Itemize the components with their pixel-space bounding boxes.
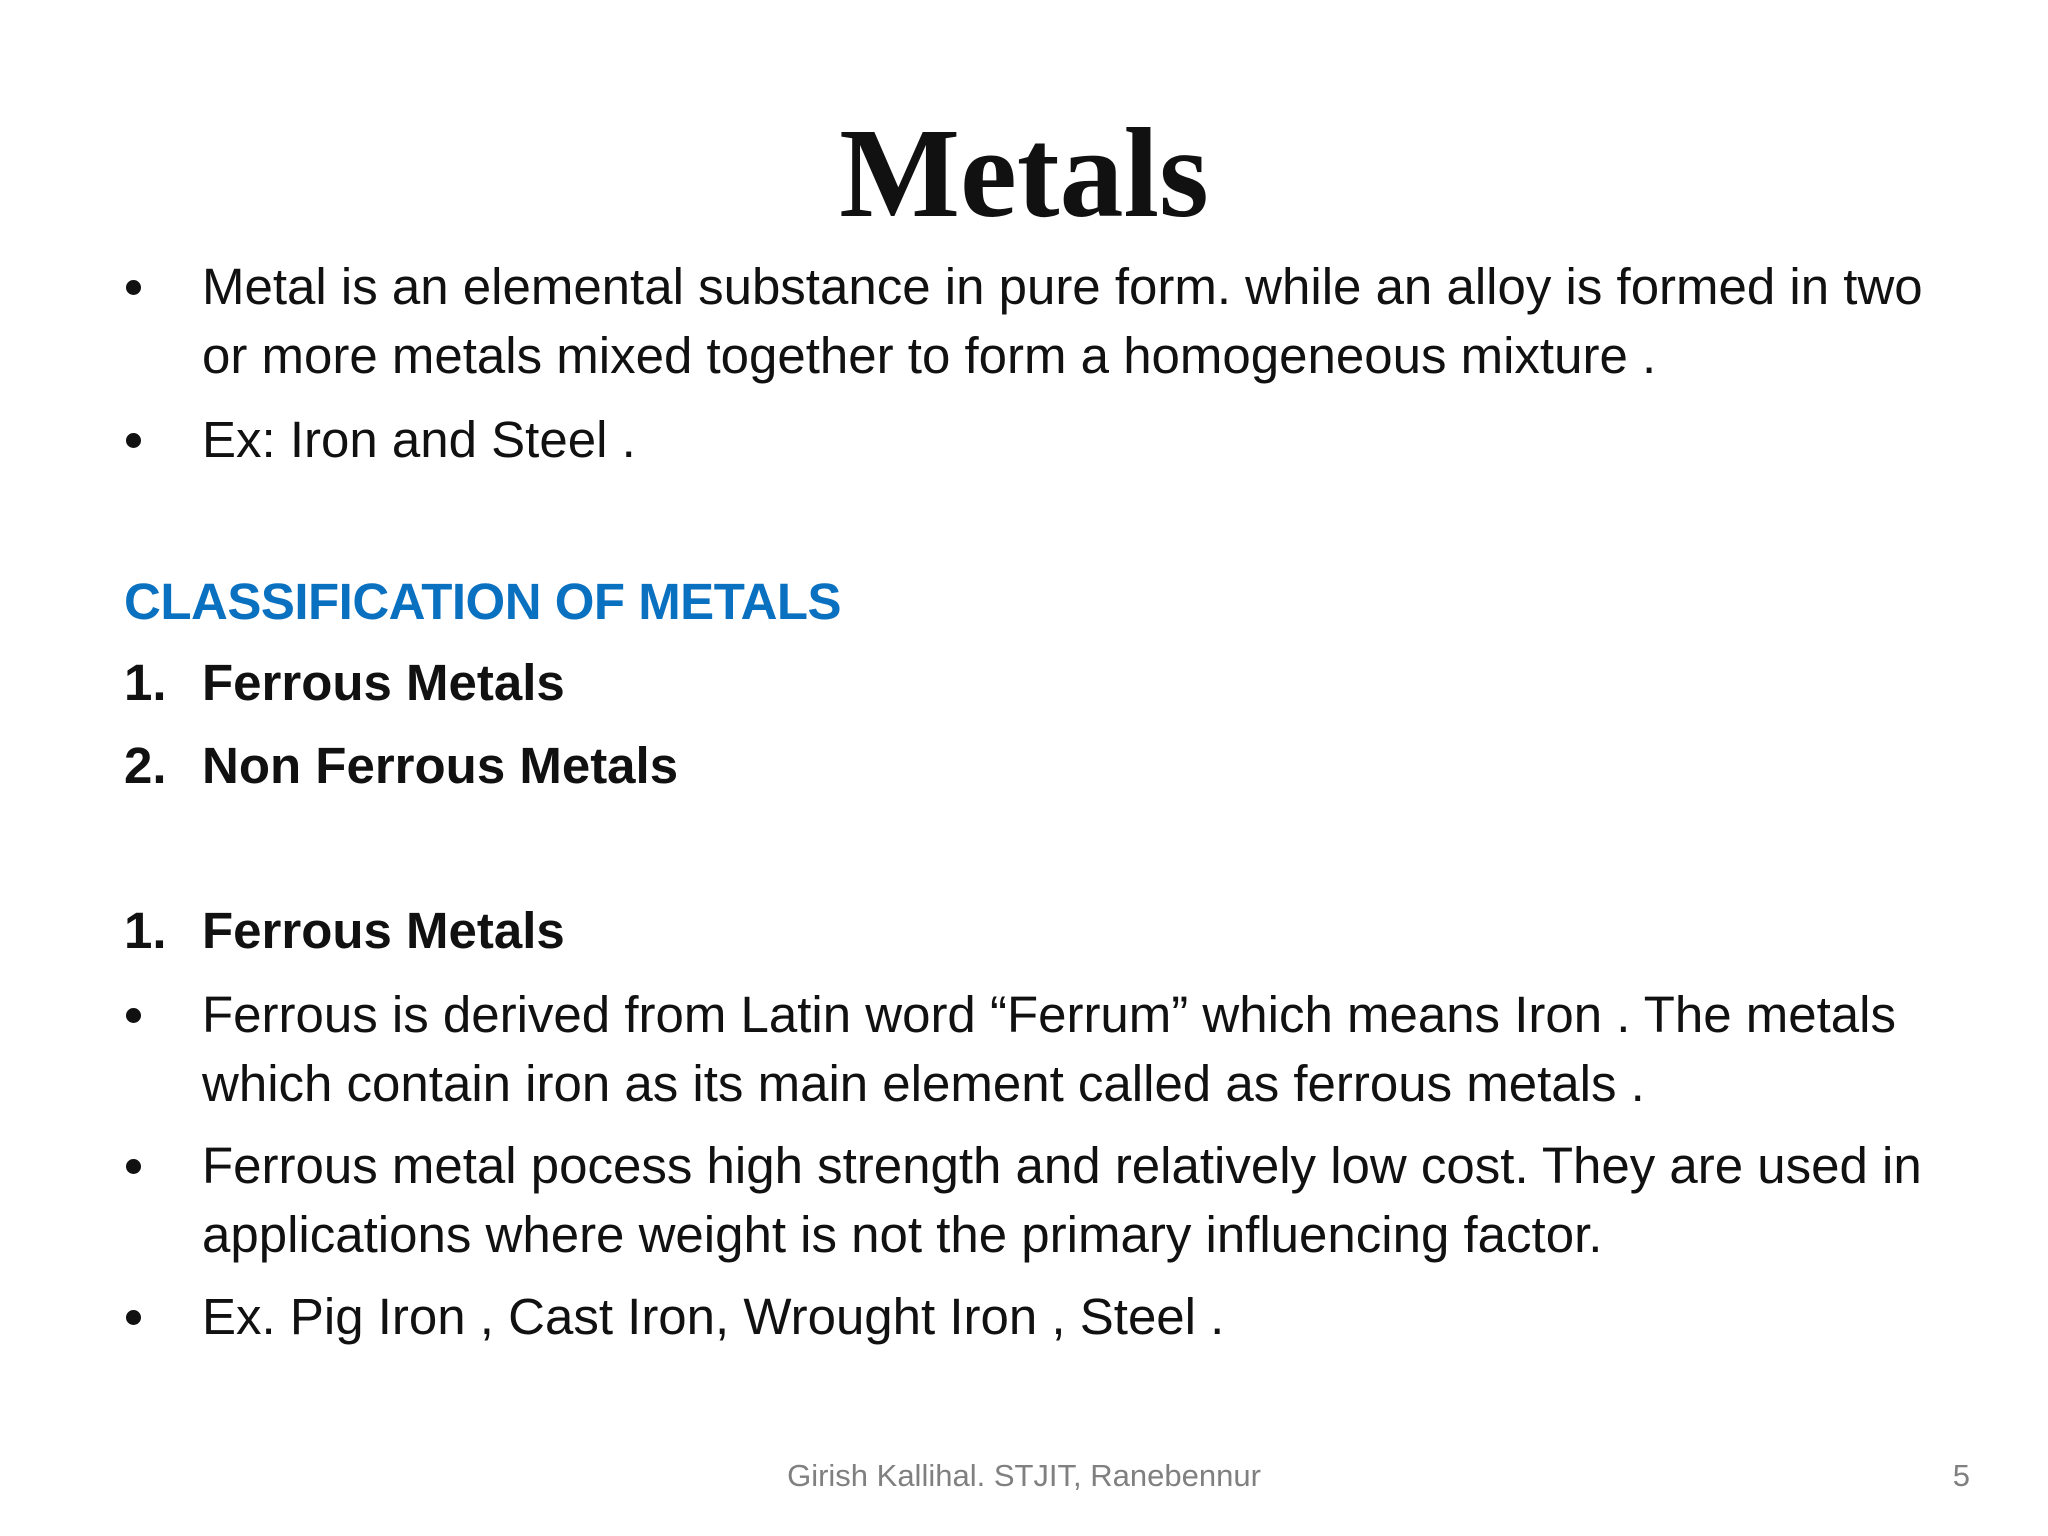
section-heading-number: 1.	[124, 902, 167, 959]
section-heading	[124, 896, 1924, 965]
classification-heading: CLASSIFICATION OF METALS	[124, 573, 842, 630]
classification-item-1-label: Ferrous Metals	[202, 654, 565, 711]
section-bullet-1-text: Ferrous is derived from Latin word “Ferrum” which means Iron . The metals which contain iron as its main element called as ferrous metals .	[202, 986, 1896, 1112]
bullet-icon	[126, 1159, 141, 1174]
section-bullet-1	[124, 980, 1924, 1118]
bullet-icon	[126, 433, 141, 448]
bullet-icon	[126, 1008, 141, 1023]
section-bullet-3-text: Ex. Pig Iron , Cast Iron, Wrought Iron , Steel .	[202, 1288, 1225, 1345]
section-bullet-2-text: Ferrous metal pocess high strength and relatively low cost. They are used in applications where weight is not the primary influencing factor.	[202, 1137, 1922, 1263]
classification-item-1	[124, 648, 1924, 717]
slide-title: Metals	[839, 102, 1209, 244]
classification-item-1-number: 1.	[124, 654, 167, 711]
intro-bullet-2	[124, 405, 1924, 474]
section-bullet-2	[124, 1131, 1924, 1269]
classification-item-2-number: 2.	[124, 737, 167, 794]
page-number: 5	[1952, 1458, 1970, 1493]
bullet-icon	[126, 280, 141, 295]
section-bullet-3	[124, 1282, 1924, 1351]
classification-item-2	[124, 731, 1924, 800]
intro-bullet-1-text: Metal is an elemental substance in pure form. while an alloy is formed in two or more metals mixed together to form a homogeneous mixture .	[202, 258, 1923, 384]
bullet-icon	[126, 1310, 141, 1325]
slide-footer: Girish Kallihal. STJIT, Ranebennur	[787, 1458, 1261, 1493]
intro-bullet-1	[124, 252, 1924, 390]
section-heading-label: Ferrous Metals	[202, 902, 565, 959]
intro-bullet-2-text: Ex: Iron and Steel .	[202, 411, 636, 468]
classification-item-2-label: Non Ferrous Metals	[202, 737, 679, 794]
